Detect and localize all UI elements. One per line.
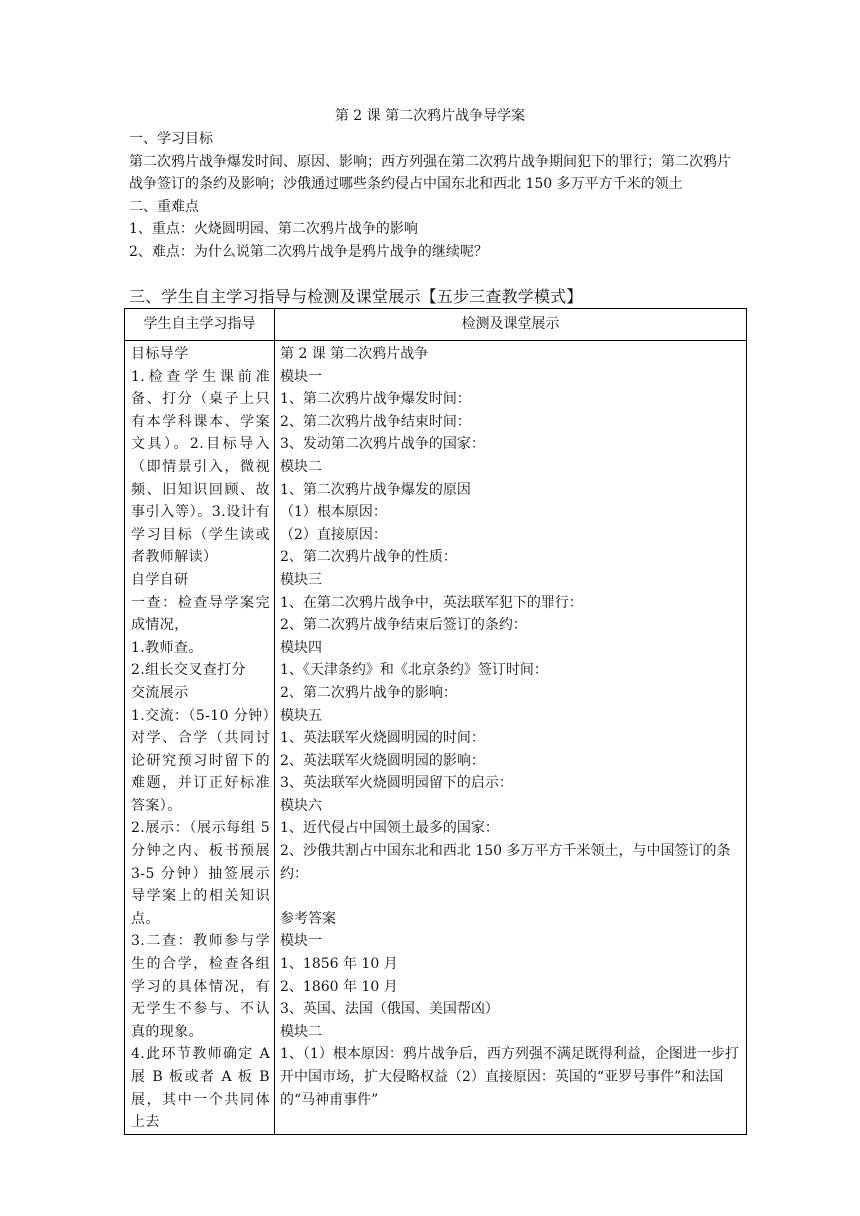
display-line: 参考答案	[280, 910, 336, 927]
key-point: 1、重点：火烧圆明园、第二次鸦片战争的影响	[129, 221, 418, 237]
display-line: 3、英国、法国（俄国、美国帮凶）	[280, 1001, 499, 1018]
display-line: 模块二	[280, 458, 322, 475]
intro-section	[129, 128, 741, 263]
section3-heading: 三、学生自主学习指导与检测及课堂展示【五步三查教学模式】	[129, 287, 583, 306]
display-line: 1、英法联军火烧圆明园的时间：	[280, 730, 485, 747]
display-line: 第 2 课 第二次鸦片战争	[280, 346, 429, 362]
guide-paragraph: 交流展示	[131, 684, 189, 701]
display-line: 1、1856 年 10 月	[280, 956, 398, 973]
display-line: 3、发动第二次鸦片战争的国家：	[280, 436, 485, 453]
display-line: 2、沙俄共割占中国东北和西北 150 多万平方千米领土，与中国签订的条约：	[280, 843, 731, 882]
study-guide-table	[124, 308, 747, 1135]
guide-paragraph: 3.二查：教师参与学生的合学，检查各组学习的具体情况，有无学生不参与、不认真的现象。	[131, 933, 270, 1040]
guide-paragraph: 1.教师查。	[131, 639, 203, 656]
guide-paragraph: 一查：检查导学案完成情况，	[131, 594, 270, 634]
display-line: 模块一	[280, 933, 322, 950]
display-line: 模块三	[280, 571, 322, 588]
display-line: 2、第二次鸦片战争结束后签订的条约：	[280, 617, 527, 634]
display-line: 模块五	[280, 707, 322, 724]
section1-text: 第二次鸦片战争爆发时间、原因、影响；西方列强在第二次鸦片战争期间犯下的罪行；第二次鸦片战争签订的条约及影响；沙俄通过哪些条约侵占中国东北和西北 150 多万平方千米的领土	[129, 153, 731, 192]
display-line: 模块六	[280, 797, 322, 814]
display-line: 模块四	[280, 639, 322, 656]
col1-header: 学生自主学习指导	[125, 309, 275, 341]
test-display-text	[275, 341, 746, 1111]
section2-heading: 二、重难点	[129, 198, 199, 215]
test-display-cell	[275, 341, 747, 1135]
display-line: 2、1860 年 10 月	[280, 978, 398, 995]
guide-paragraph: 1.检查学生课前准备、打分（桌子上只有本学科课本、学案文具）。2.目标导入（即情景引入，微视频、旧知识回顾、故事引入等）。3.设计有学习目标（学生读或者教师解读）	[131, 368, 270, 566]
display-line: 1、（1）根本原因：鸦片战争后，西方列强不满足既得利益，企图进一步打开中国市场，扩大侵略权益（2）直接原因：英国的“亚罗号事件”和法国的“马神甫事件”	[280, 1046, 739, 1108]
display-line: 模块一	[280, 368, 322, 385]
self-study-guide-text	[125, 341, 274, 1134]
display-line: 2、第二次鸦片战争结束时间：	[280, 413, 471, 430]
display-line: 2、英法联军火烧圆明园的影响：	[280, 752, 485, 769]
guide-paragraph: 自学自研	[131, 571, 189, 588]
display-line: （1）根本原因：	[280, 504, 387, 521]
display-line: 1、近代侵占中国领土最多的国家：	[280, 820, 499, 837]
guide-paragraph: 2.组长交叉查打分	[131, 662, 246, 679]
display-line	[280, 885, 742, 908]
guide-paragraph: 4.此环节教师确定 A 展 B 板或者 A 板 B 展，其中一个共同体上去	[131, 1046, 270, 1131]
display-line: （2）直接原因：	[280, 526, 387, 543]
display-line: 2、第二次鸦片战争的影响：	[280, 684, 457, 701]
display-line: 模块二	[280, 1023, 322, 1040]
display-line: 2、第二次鸦片战争的性质：	[280, 549, 457, 566]
section1-heading: 一、学习目标	[129, 131, 213, 147]
col2-header: 检测及课堂展示	[275, 309, 747, 341]
guide-paragraph: 1.交流：（5-10 分钟）对学、合学（共同讨论研究预习时留下的难题，并订正好标准答案）。	[131, 707, 270, 814]
guide-paragraph: 2.展示：（展示每组 5 分钟之内、板书预展 3-5 分钟）抽签展示导学案上的相关知识点。	[131, 820, 270, 927]
self-study-guide-cell	[125, 341, 275, 1135]
display-line: 1、《天津条约》和《北京条约》签订时间：	[280, 662, 548, 679]
page-title: 第 2 课 第二次鸦片战争导学案	[334, 108, 526, 124]
display-line: 1、在第二次鸦片战争中，英法联军犯下的罪行：	[280, 594, 583, 611]
display-line: 3、英法联军火烧圆明园留下的启示：	[280, 775, 513, 792]
table-body-row	[125, 341, 747, 1135]
display-line: 1、第二次鸦片战争爆发时间：	[280, 391, 471, 408]
difficult-point: 2、难点：为什么说第二次鸦片战争是鸦片战争的继续呢？	[129, 243, 488, 260]
guide-paragraph: 目标导学	[131, 346, 189, 362]
table-header-row	[125, 309, 747, 341]
display-line: 1、第二次鸦片战争爆发的原因	[280, 481, 471, 498]
